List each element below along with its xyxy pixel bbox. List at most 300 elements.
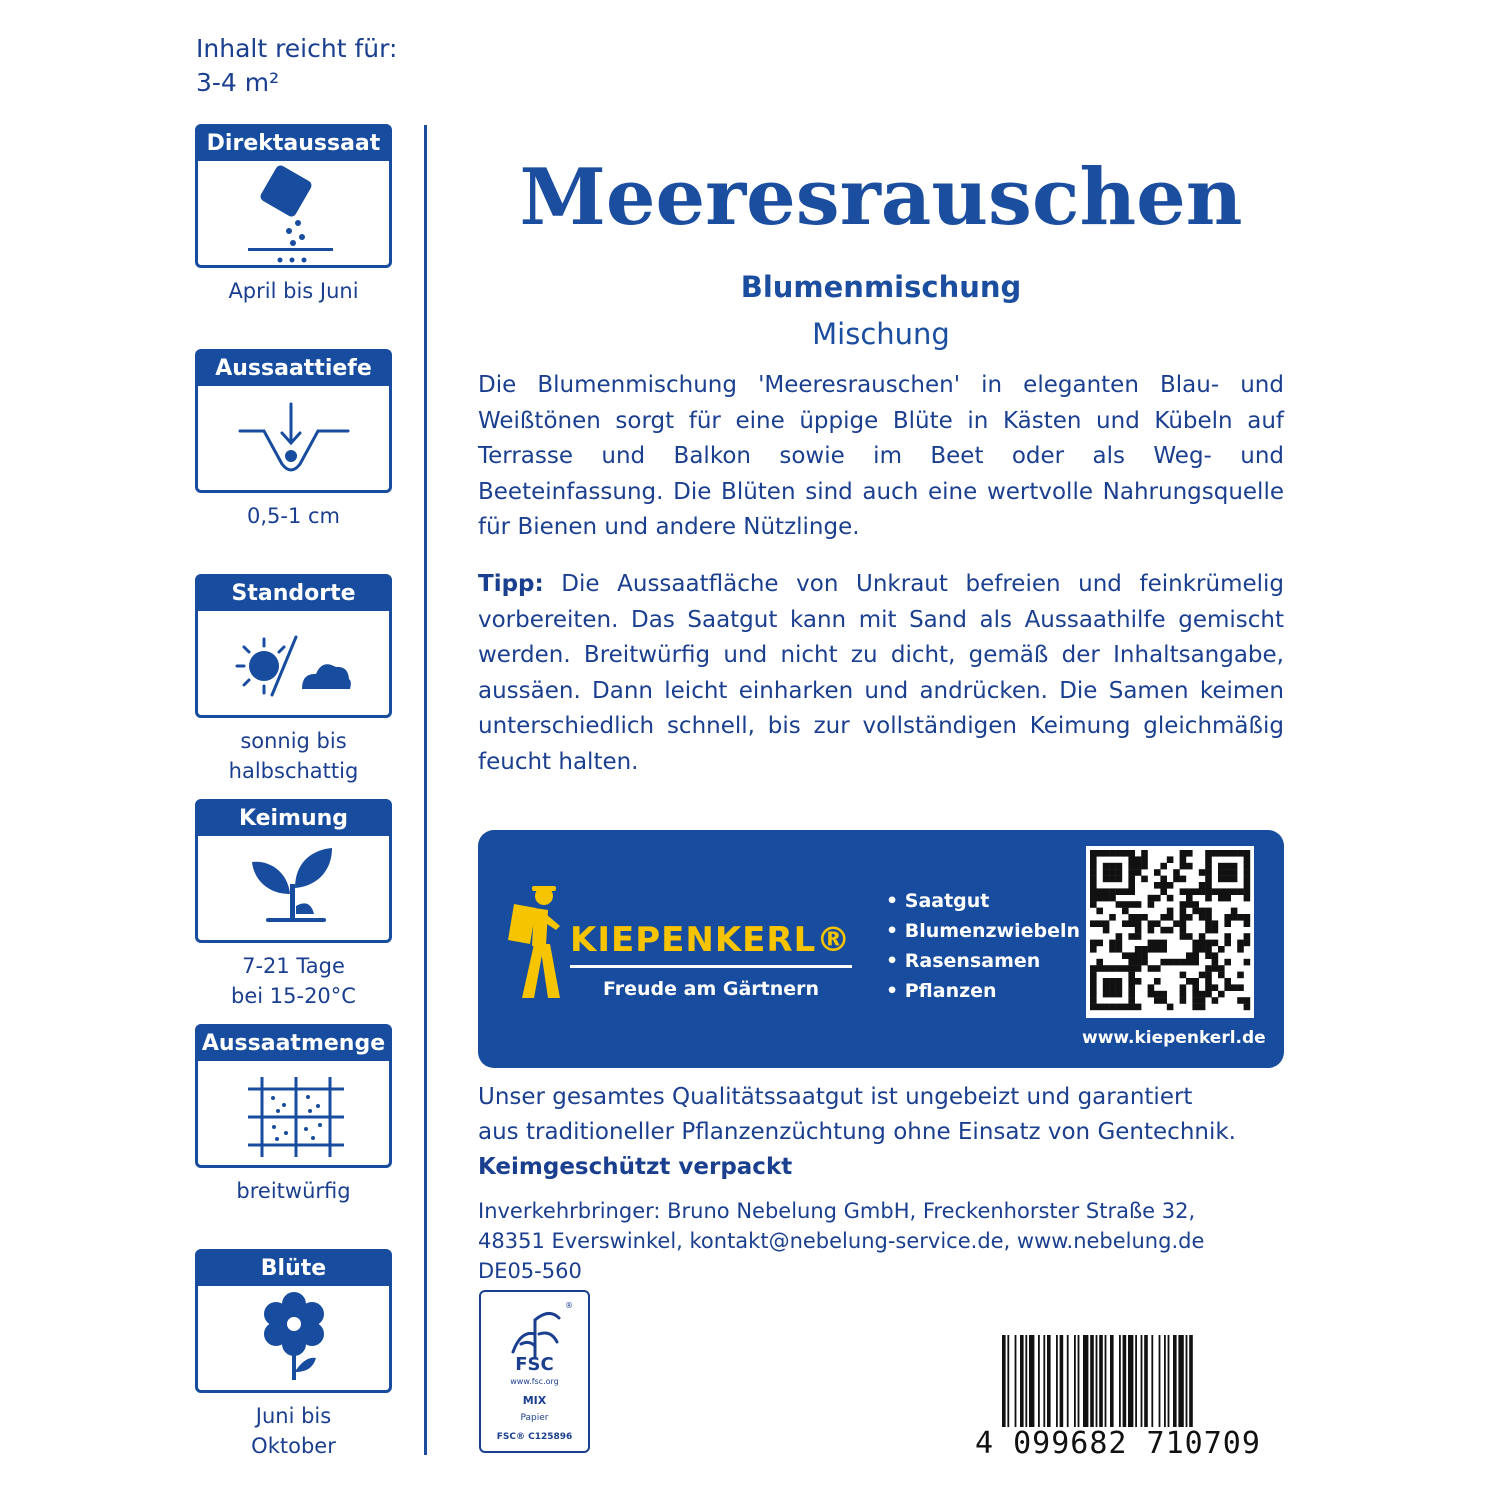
qr-module bbox=[1109, 965, 1116, 972]
qr-module bbox=[1135, 920, 1142, 927]
qr-module bbox=[1167, 959, 1174, 966]
qr-module bbox=[1180, 920, 1187, 927]
qr-module bbox=[1212, 997, 1219, 1004]
qr-module bbox=[1192, 952, 1199, 959]
barcode-bar bbox=[1056, 1335, 1058, 1427]
qr-module bbox=[1116, 863, 1123, 870]
qr-module bbox=[1096, 920, 1103, 927]
qr-module bbox=[1180, 959, 1187, 966]
qr-module bbox=[1244, 863, 1251, 870]
qr-module bbox=[1212, 888, 1219, 895]
qr-module bbox=[1135, 914, 1142, 921]
qr-module bbox=[1135, 952, 1142, 959]
kiepenkerl-figure-icon bbox=[500, 882, 572, 1000]
qr-module bbox=[1096, 1004, 1103, 1011]
qr-module bbox=[1180, 850, 1187, 857]
qr-module bbox=[1218, 972, 1225, 979]
qr-module bbox=[1180, 927, 1187, 934]
qr-module bbox=[1154, 946, 1161, 953]
qr-module bbox=[1244, 876, 1251, 883]
qr-module bbox=[1116, 984, 1123, 991]
info-card-sowing-amount bbox=[195, 1024, 392, 1168]
info-value-sowing-amount: breitwürfig bbox=[236, 1179, 351, 1203]
qr-module bbox=[1103, 920, 1110, 927]
qr-module bbox=[1199, 940, 1206, 947]
qr-module bbox=[1224, 978, 1231, 985]
qr-module bbox=[1199, 997, 1206, 1004]
qr-module bbox=[1103, 927, 1110, 934]
barcode-bar bbox=[1067, 1335, 1069, 1427]
fsc-paper: Papier bbox=[520, 1413, 549, 1423]
qr-module bbox=[1096, 895, 1103, 902]
coverage-label: Inhalt reicht für: bbox=[196, 34, 398, 63]
qr-module bbox=[1103, 888, 1110, 895]
qr-module bbox=[1244, 888, 1251, 895]
qr-module bbox=[1180, 991, 1187, 998]
qr-module bbox=[1199, 1004, 1206, 1011]
quality-statement: Unser gesamtes Qualitätssaatgut ist ungebeizt und garantiert aus traditioneller Pflanzenzüchtung ohne Einsatz von Gentechnik. Keimgeschützt verpackt bbox=[478, 1080, 1298, 1185]
qr-module bbox=[1244, 920, 1251, 927]
qr-module bbox=[1160, 888, 1167, 895]
qr-module bbox=[1109, 1004, 1116, 1011]
qr-module bbox=[1199, 914, 1206, 921]
qr-module bbox=[1205, 952, 1212, 959]
qr-module bbox=[1212, 952, 1219, 959]
qr-module bbox=[1109, 991, 1116, 998]
qr-module bbox=[1186, 901, 1193, 908]
qr-module bbox=[1186, 895, 1193, 902]
qr-module bbox=[1128, 901, 1135, 908]
qr-module bbox=[1109, 984, 1116, 991]
barcode-bar bbox=[1151, 1335, 1153, 1427]
qr-module bbox=[1109, 895, 1116, 902]
barcode-bar bbox=[1189, 1335, 1193, 1427]
qr-module bbox=[1205, 876, 1212, 883]
fsc-mix: MIX bbox=[522, 1394, 547, 1407]
barcode-bar bbox=[1128, 1335, 1133, 1427]
qr-module bbox=[1237, 850, 1244, 857]
barcode-bar bbox=[1186, 1335, 1188, 1427]
qr-module bbox=[1135, 933, 1142, 940]
qr-module bbox=[1090, 876, 1097, 883]
barcode-bar bbox=[1020, 1335, 1024, 1427]
qr-module bbox=[1167, 1004, 1174, 1011]
qr-module bbox=[1128, 869, 1135, 876]
barcode-bar bbox=[1159, 1335, 1161, 1427]
qr-module bbox=[1109, 869, 1116, 876]
qr-module bbox=[1160, 991, 1167, 998]
qr-module bbox=[1135, 1004, 1142, 1011]
list-item: • Rasensamen bbox=[886, 950, 1041, 972]
qr-module bbox=[1237, 997, 1244, 1004]
sowing-depth-icon bbox=[198, 386, 389, 490]
qr-module bbox=[1212, 965, 1219, 972]
qr-module bbox=[1199, 972, 1206, 979]
qr-module bbox=[1224, 920, 1231, 927]
qr-module bbox=[1090, 882, 1097, 889]
qr-module bbox=[1160, 927, 1167, 934]
qr-module bbox=[1218, 965, 1225, 972]
info-card-direct-sowing bbox=[195, 124, 392, 268]
qr-module bbox=[1090, 920, 1097, 927]
qr-module bbox=[1167, 908, 1174, 915]
brand-product-list bbox=[886, 886, 1080, 1006]
brand-underline bbox=[570, 965, 852, 968]
qr-module bbox=[1186, 863, 1193, 870]
qr-module bbox=[1096, 888, 1103, 895]
qr-module bbox=[1090, 888, 1097, 895]
qr-module bbox=[1128, 888, 1135, 895]
info-card-germination bbox=[195, 799, 392, 943]
qr-module bbox=[1128, 972, 1135, 979]
qr-module bbox=[1128, 863, 1135, 870]
qr-module bbox=[1128, 876, 1135, 883]
qr-module bbox=[1128, 991, 1135, 998]
qr-module bbox=[1180, 997, 1187, 1004]
barcode-bar bbox=[1144, 1335, 1148, 1427]
qr-module bbox=[1180, 863, 1187, 870]
product-subtitle: Blumenmischung bbox=[740, 270, 1022, 304]
qr-module bbox=[1116, 946, 1123, 953]
qr-module bbox=[1205, 991, 1212, 998]
qr-module bbox=[1180, 908, 1187, 915]
qr-module bbox=[1109, 888, 1116, 895]
qr-module bbox=[1224, 888, 1231, 895]
qr-module bbox=[1141, 914, 1148, 921]
qr-module bbox=[1180, 914, 1187, 921]
qr-module bbox=[1116, 940, 1123, 947]
barcode-bar bbox=[1105, 1335, 1107, 1427]
qr-module bbox=[1192, 984, 1199, 991]
qr-module bbox=[1116, 1004, 1123, 1011]
barcode-bar bbox=[1043, 1335, 1045, 1427]
qr-module bbox=[1090, 1004, 1097, 1011]
producer-info: Inverkehrbringer: Bruno Nebelung GmbH, Freckenhorster Straße 32, 48351 Everswinkel, kontakt@nebelung-service.de, www.nebelung.de DE05-560 bbox=[478, 1199, 1205, 1283]
fsc-tree-icon bbox=[499, 1300, 571, 1362]
qr-module bbox=[1244, 914, 1251, 921]
info-value-direct-sowing: April bis Juni bbox=[228, 279, 359, 303]
info-card-title: Aussaatmenge bbox=[198, 1027, 389, 1061]
qr-module bbox=[1090, 978, 1097, 985]
qr-module bbox=[1109, 978, 1116, 985]
qr-module bbox=[1218, 991, 1225, 998]
qr-module bbox=[1148, 901, 1155, 908]
broadcast-grid-icon bbox=[198, 1061, 389, 1165]
qr-module bbox=[1167, 882, 1174, 889]
info-card-title: Blüte bbox=[198, 1252, 389, 1286]
tip-paragraph bbox=[478, 567, 1284, 780]
barcode-bar bbox=[1123, 1335, 1127, 1427]
qr-module bbox=[1205, 869, 1212, 876]
qr-module bbox=[1231, 850, 1238, 857]
qr-module bbox=[1090, 965, 1097, 972]
qr-module bbox=[1090, 856, 1097, 863]
qr-module bbox=[1205, 856, 1212, 863]
qr-module bbox=[1237, 914, 1244, 921]
qr-module bbox=[1154, 997, 1161, 1004]
qr-module bbox=[1128, 933, 1135, 940]
qr-module bbox=[1128, 997, 1135, 1004]
qr-module bbox=[1186, 933, 1193, 940]
barcode-bar bbox=[1060, 1335, 1064, 1427]
qr-module bbox=[1148, 984, 1155, 991]
sun-partial-shade-icon bbox=[198, 611, 389, 715]
qr-module bbox=[1122, 908, 1129, 915]
qr-module bbox=[1122, 888, 1129, 895]
qr-module bbox=[1173, 876, 1180, 883]
qr-module bbox=[1116, 933, 1123, 940]
qr-module bbox=[1135, 978, 1142, 985]
qr-module bbox=[1128, 965, 1135, 972]
qr-module bbox=[1160, 914, 1167, 921]
qr-module bbox=[1096, 940, 1103, 947]
qr-module bbox=[1192, 959, 1199, 966]
qr-module bbox=[1167, 895, 1174, 902]
qr-module bbox=[1186, 978, 1193, 985]
qr-module bbox=[1173, 959, 1180, 966]
qr-module bbox=[1192, 978, 1199, 985]
qr-module bbox=[1199, 946, 1206, 953]
info-value-sowing-depth: 0,5-1 cm bbox=[246, 504, 340, 528]
qr-module bbox=[1116, 965, 1123, 972]
qr-module bbox=[1167, 914, 1174, 921]
info-value-germination: 7-21 Tage bei 15-20°C bbox=[231, 954, 356, 1008]
qr-module bbox=[1148, 940, 1155, 947]
qr-module bbox=[1141, 863, 1148, 870]
qr-module bbox=[1192, 908, 1199, 915]
barcode-bar bbox=[1141, 1335, 1143, 1427]
qr-module bbox=[1167, 856, 1174, 863]
qr-module bbox=[1212, 940, 1219, 947]
list-item: • Blumenzwiebeln bbox=[886, 920, 1081, 942]
info-card-title: Direktaussaat bbox=[198, 127, 389, 161]
barcode-bar bbox=[1096, 1335, 1098, 1427]
qr-module bbox=[1154, 965, 1161, 972]
qr-module bbox=[1122, 952, 1129, 959]
qr-module bbox=[1122, 920, 1129, 927]
qr-module bbox=[1180, 888, 1187, 895]
flower-icon bbox=[198, 1286, 389, 1390]
barcode-bar bbox=[1015, 1335, 1017, 1427]
qr-module bbox=[1135, 959, 1142, 966]
vertical-divider bbox=[424, 125, 427, 1455]
qr-module bbox=[1244, 869, 1251, 876]
qr-module bbox=[1148, 965, 1155, 972]
qr-module bbox=[1103, 1004, 1110, 1011]
qr-module bbox=[1116, 869, 1123, 876]
qr-module bbox=[1141, 952, 1148, 959]
qr-module bbox=[1160, 863, 1167, 870]
qr-module bbox=[1160, 946, 1167, 953]
qr-module bbox=[1128, 984, 1135, 991]
info-card-title: Aussaattiefe bbox=[198, 352, 389, 386]
qr-module bbox=[1103, 991, 1110, 998]
qr-module bbox=[1135, 856, 1142, 863]
qr-module bbox=[1244, 882, 1251, 889]
qr-module bbox=[1237, 984, 1244, 991]
qr-module bbox=[1218, 869, 1225, 876]
qr-module bbox=[1154, 978, 1161, 985]
qr-module bbox=[1192, 940, 1199, 947]
barcode-bar bbox=[1083, 1335, 1088, 1427]
barcode-bar bbox=[1090, 1335, 1094, 1427]
list-item: • Pflanzen bbox=[886, 980, 997, 1002]
qr-module bbox=[1231, 876, 1238, 883]
qr-module bbox=[1186, 914, 1193, 921]
qr-module bbox=[1231, 908, 1238, 915]
qr-module bbox=[1154, 940, 1161, 947]
qr-module bbox=[1160, 959, 1167, 966]
qr-module bbox=[1224, 895, 1231, 902]
qr-module bbox=[1122, 901, 1129, 908]
barcode-bar bbox=[1007, 1335, 1009, 1427]
barcode-bar bbox=[1119, 1335, 1121, 1427]
info-value-bloom: Juni bis Oktober bbox=[251, 1404, 336, 1458]
qr-module bbox=[1237, 940, 1244, 947]
list-item: • Saatgut bbox=[886, 890, 990, 912]
qr-module bbox=[1244, 856, 1251, 863]
direct-sowing-icon bbox=[198, 161, 389, 265]
barcode-bar bbox=[1168, 1335, 1170, 1427]
qr-module bbox=[1186, 850, 1193, 857]
qr-module bbox=[1116, 876, 1123, 883]
qr-module bbox=[1135, 946, 1142, 953]
qr-module bbox=[1135, 927, 1142, 934]
qr-module bbox=[1192, 1004, 1199, 1011]
qr-module bbox=[1224, 869, 1231, 876]
qr-module bbox=[1109, 876, 1116, 883]
qr-module bbox=[1205, 914, 1212, 921]
qr-module bbox=[1116, 901, 1123, 908]
qr-module bbox=[1237, 946, 1244, 953]
qr-module bbox=[1096, 908, 1103, 915]
qr-module bbox=[1128, 952, 1135, 959]
qr-module bbox=[1205, 927, 1212, 934]
qr-module bbox=[1244, 940, 1251, 947]
qr-module bbox=[1205, 895, 1212, 902]
qr-module bbox=[1148, 946, 1155, 953]
qr-module bbox=[1231, 869, 1238, 876]
qr-module bbox=[1180, 984, 1187, 991]
qr-module bbox=[1212, 920, 1219, 927]
qr-module bbox=[1218, 888, 1225, 895]
qr-module bbox=[1154, 869, 1161, 876]
qr-module bbox=[1199, 991, 1206, 998]
qr-module bbox=[1135, 901, 1142, 908]
qr-module bbox=[1231, 984, 1238, 991]
qr-module bbox=[1244, 933, 1251, 940]
coverage-info bbox=[196, 32, 397, 100]
qr-module bbox=[1218, 946, 1225, 953]
brand-panel bbox=[478, 830, 1284, 1068]
qr-module bbox=[1212, 984, 1219, 991]
barcode-bar bbox=[1029, 1335, 1034, 1427]
qr-module bbox=[1160, 997, 1167, 1004]
barcode-bar bbox=[1074, 1335, 1076, 1427]
qr-module bbox=[1180, 933, 1187, 940]
info-card-sowing-depth bbox=[195, 349, 392, 493]
qr-module bbox=[1090, 991, 1097, 998]
qr-module bbox=[1199, 908, 1206, 915]
qr-module bbox=[1192, 888, 1199, 895]
qr-module bbox=[1224, 850, 1231, 857]
qr-module bbox=[1205, 908, 1212, 915]
qr-module bbox=[1231, 863, 1238, 870]
qr-module bbox=[1096, 965, 1103, 972]
qr-module bbox=[1199, 888, 1206, 895]
qr-module bbox=[1205, 882, 1212, 889]
qr-module bbox=[1090, 997, 1097, 1004]
fsc-logo bbox=[479, 1290, 590, 1453]
qr-module bbox=[1180, 972, 1187, 979]
info-card-title: Standorte bbox=[198, 577, 389, 611]
qr-module bbox=[1218, 895, 1225, 902]
qr-module bbox=[1141, 876, 1148, 883]
qr-module bbox=[1103, 869, 1110, 876]
qr-module bbox=[1154, 991, 1161, 998]
qr-module bbox=[1244, 1004, 1251, 1011]
qr-module bbox=[1154, 882, 1161, 889]
qr-module bbox=[1109, 940, 1116, 947]
qr-module bbox=[1167, 927, 1174, 934]
qr-module bbox=[1135, 965, 1142, 972]
qr-module bbox=[1244, 895, 1251, 902]
qr-module bbox=[1141, 946, 1148, 953]
qr-module bbox=[1218, 863, 1225, 870]
qr-module bbox=[1205, 978, 1212, 985]
qr-module bbox=[1224, 863, 1231, 870]
qr-module bbox=[1090, 972, 1097, 979]
qr-module bbox=[1154, 895, 1161, 902]
brand-tagline: Freude am Gärtnern bbox=[602, 978, 820, 1000]
qr-module bbox=[1116, 888, 1123, 895]
qr-module bbox=[1173, 920, 1180, 927]
qr-module bbox=[1244, 850, 1251, 857]
qr-module bbox=[1128, 850, 1135, 857]
fsc-label: FSC bbox=[515, 1354, 554, 1375]
qr-module bbox=[1109, 946, 1116, 953]
qr-module bbox=[1128, 920, 1135, 927]
info-value-location: sonnig bis halbschattig bbox=[228, 729, 359, 783]
qr-module bbox=[1148, 927, 1155, 934]
qr-module bbox=[1109, 850, 1116, 857]
qr-module bbox=[1180, 876, 1187, 883]
qr-module bbox=[1128, 1004, 1135, 1011]
qr-module bbox=[1224, 876, 1231, 883]
qr-module bbox=[1103, 984, 1110, 991]
info-card-title: Keimung bbox=[198, 802, 389, 836]
qr-module bbox=[1186, 952, 1193, 959]
qr-code[interactable] bbox=[1086, 846, 1254, 1018]
qr-module bbox=[1148, 895, 1155, 902]
qr-module bbox=[1128, 978, 1135, 985]
product-title: Meeresrauschen bbox=[519, 152, 1243, 243]
fsc-site: www.fsc.org bbox=[510, 1377, 559, 1386]
qr-module bbox=[1205, 920, 1212, 927]
quality-bold: Keimgeschützt verpackt bbox=[478, 1154, 793, 1180]
qr-module bbox=[1224, 959, 1231, 966]
barcode-bar bbox=[1078, 1335, 1080, 1427]
qr-module bbox=[1199, 869, 1206, 876]
qr-module bbox=[1090, 895, 1097, 902]
qr-module bbox=[1109, 863, 1116, 870]
qr-module bbox=[1205, 940, 1212, 947]
qr-module bbox=[1244, 959, 1251, 966]
qr-module bbox=[1141, 959, 1148, 966]
brand-url[interactable]: www.kiepenkerl.de bbox=[1082, 1028, 1266, 1048]
fsc-code: FSC® C125896 bbox=[496, 1432, 573, 1442]
qr-module bbox=[1231, 888, 1238, 895]
